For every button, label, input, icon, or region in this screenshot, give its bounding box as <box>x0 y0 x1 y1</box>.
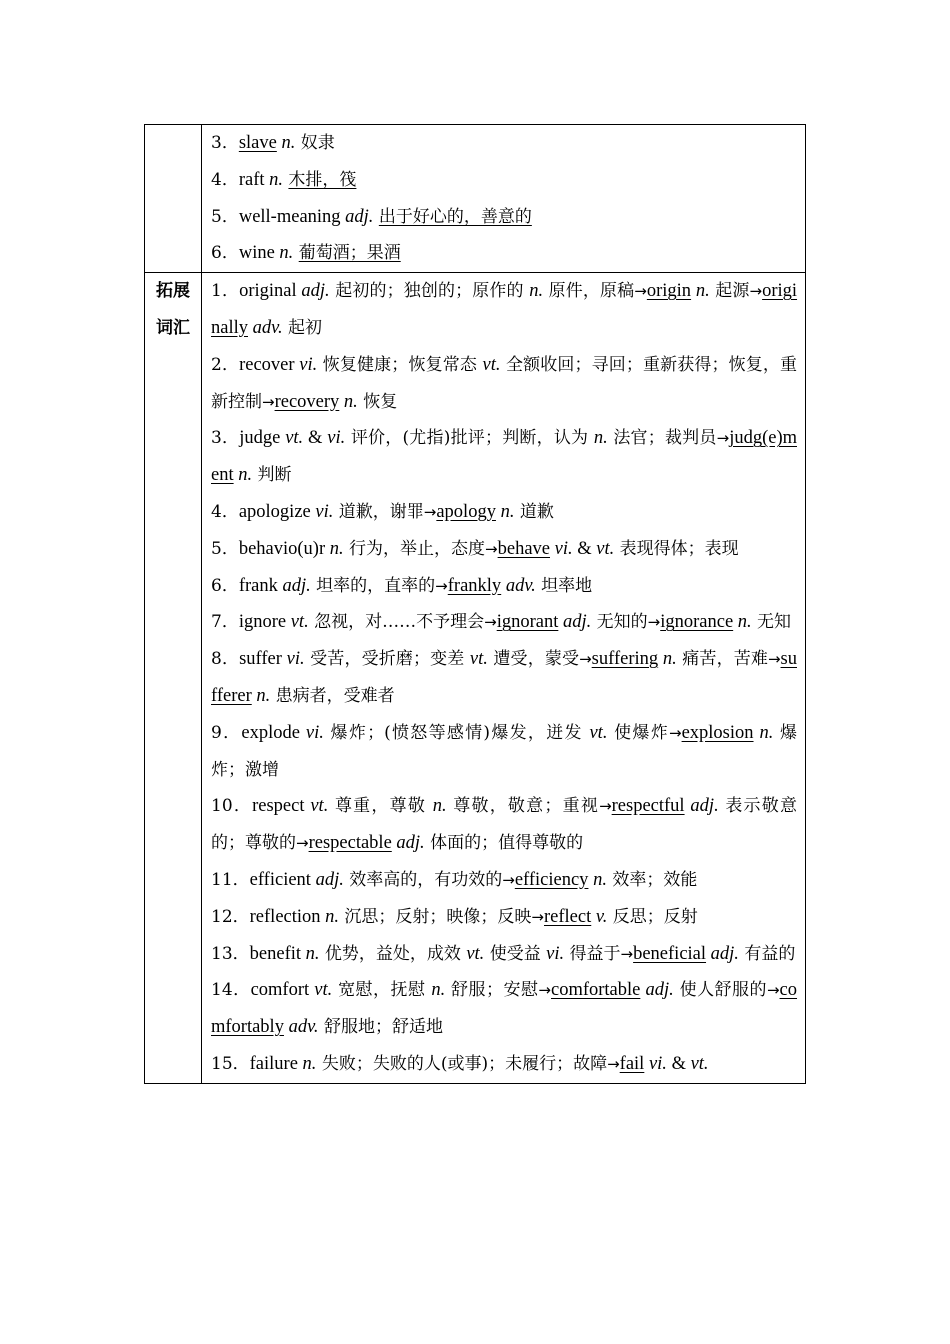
part-of-speech: adv. <box>248 317 283 338</box>
vocab-entry <box>211 162 797 199</box>
answer-word: comfortably <box>211 980 798 1038</box>
part-of-speech: adj. <box>277 575 311 596</box>
answer-word: efficiency <box>514 869 589 890</box>
headword: behavio(u)r <box>238 538 326 559</box>
entry-list <box>211 273 797 1083</box>
part-of-speech: adj. <box>340 206 374 227</box>
meaning-text: 判断 <box>252 465 292 486</box>
headword: failure <box>249 1053 298 1074</box>
meaning-text: 3． <box>211 428 240 449</box>
answer-word: slave <box>238 133 277 153</box>
section-label-expand-vocabulary: 拓展 词汇 <box>156 281 190 338</box>
meaning-text: 6． <box>211 575 239 596</box>
part-of-speech: n. <box>274 243 294 264</box>
vocab-entry <box>211 235 797 272</box>
vocab-entry <box>211 788 797 862</box>
answer-word: beneficial <box>633 943 707 964</box>
meaning-text: 起初 <box>282 317 322 338</box>
meaning-text: 使受益 <box>484 943 547 964</box>
part-of-speech: adj. <box>310 869 344 890</box>
vocab-entry <box>211 273 797 347</box>
part-of-speech: n. <box>658 649 677 670</box>
part-of-speech: v. <box>591 906 608 927</box>
meaning-text: 恢复 <box>357 391 398 412</box>
meaning-text: 14． <box>211 980 251 1001</box>
headword: & <box>572 538 597 559</box>
vocab-entry <box>211 531 797 568</box>
meaning-text: 使爆炸 <box>607 722 669 743</box>
part-of-speech: vt. <box>309 980 333 1001</box>
vocab-entry <box>211 862 797 899</box>
answer-meaning: 木排，筏 <box>288 169 357 190</box>
meaning-text: 13． <box>211 943 250 964</box>
section-label-cell <box>145 273 202 1084</box>
meaning-text: 舒服地；舒适地 <box>318 1017 443 1038</box>
headword: frank <box>238 575 278 596</box>
vocab-entry <box>211 494 797 531</box>
derivation-arrow-icon: → <box>502 870 515 889</box>
meaning-text: 评价，(尤指)批评；判断，认为 <box>345 428 594 449</box>
meaning-text: 体面的；值得尊敬的 <box>424 833 584 854</box>
headword: raft <box>238 169 265 190</box>
answer-meaning: 出于好心的，善意的 <box>378 206 532 227</box>
part-of-speech: n. <box>276 133 296 153</box>
answer-word: recovery <box>274 391 340 412</box>
meaning-text: 沉思；反射；映像；反映 <box>339 906 532 927</box>
derivation-arrow-icon: → <box>538 981 551 1000</box>
meaning-text: 3． <box>211 133 239 153</box>
part-of-speech: n. <box>320 906 340 927</box>
vocab-entry <box>211 568 797 605</box>
meaning-text: 1． <box>211 281 240 302</box>
answer-word: judg(e)ment <box>211 428 797 486</box>
meaning-text: 4． <box>211 501 239 522</box>
meaning-text: 10． <box>211 796 253 817</box>
meaning-text: 爆炸；(愤怒等感情)爆发，迸发 <box>323 722 590 743</box>
meaning-text: 坦率地 <box>535 575 593 596</box>
meaning-text: 行为，举止，态度 <box>343 538 486 559</box>
part-of-speech: vt. <box>304 796 329 817</box>
meaning-text: 5． <box>211 206 239 227</box>
headword: & <box>303 428 328 449</box>
section-label-cell <box>145 125 202 273</box>
meaning-text: 恢复健康；恢复常态 <box>317 354 483 375</box>
meaning-text: 5． <box>211 538 239 559</box>
meaning-text: 使人舒服的 <box>673 980 767 1001</box>
headword: wine <box>238 243 275 264</box>
derivation-arrow-icon: → <box>620 944 634 963</box>
part-of-speech: vt. <box>589 722 608 743</box>
part-of-speech: vt. <box>482 354 501 375</box>
meaning-text: 有益的 <box>738 943 796 964</box>
table-row <box>145 125 806 273</box>
entry-list <box>211 125 797 272</box>
part-of-speech: n. <box>264 169 284 190</box>
answer-word: reflect <box>544 906 592 927</box>
part-of-speech: n. <box>339 391 358 412</box>
answer-word: behave <box>497 538 550 559</box>
answer-word: suffering <box>591 649 659 670</box>
headword: benefit <box>249 943 302 964</box>
part-of-speech: vi. <box>550 538 573 559</box>
part-of-speech: n. <box>251 685 271 706</box>
meaning-text: 坦率的，直率的 <box>310 575 436 596</box>
meaning-text: 7． <box>211 612 239 633</box>
headword: & <box>666 1053 691 1074</box>
headword: comfort <box>250 980 310 1001</box>
meaning-text: 尊敬，敬意；重视 <box>446 796 600 817</box>
meaning-text: 4． <box>211 169 239 190</box>
derivation-arrow-icon: → <box>607 1054 620 1073</box>
entries-cell <box>202 125 806 273</box>
part-of-speech: vt. <box>469 649 488 670</box>
part-of-speech: adj. <box>296 281 330 302</box>
headword: recover <box>239 354 295 375</box>
part-of-speech: n. <box>495 501 515 522</box>
vocabulary-table <box>144 124 806 1084</box>
answer-meaning: 葡萄酒；果酒 <box>298 243 401 264</box>
meaning-text: 15． <box>211 1053 250 1074</box>
vocab-entry <box>211 899 797 936</box>
meaning-text: 忽视，对……不予理会 <box>308 612 485 633</box>
meaning-text: 痛苦，苦难 <box>676 649 768 670</box>
meaning-text: 2． <box>211 354 240 375</box>
part-of-speech: vi. <box>281 649 305 670</box>
part-of-speech: adj. <box>706 943 739 964</box>
meaning-text: 得益于 <box>564 943 621 964</box>
answer-word: respectable <box>308 833 392 854</box>
meaning-text: 反思；反射 <box>607 906 698 927</box>
derivation-arrow-icon: → <box>766 981 780 1000</box>
part-of-speech: vi. <box>294 354 318 375</box>
meaning-text: 6． <box>211 243 239 264</box>
derivation-arrow-icon: → <box>485 539 498 558</box>
derivation-arrow-icon: → <box>296 834 309 853</box>
meaning-text: 受苦，受折磨；变差 <box>304 649 470 670</box>
table-row <box>145 273 806 1084</box>
part-of-speech: vi. <box>644 1053 667 1074</box>
answer-word: sufferer <box>211 649 797 706</box>
vocab-entry <box>211 715 797 789</box>
meaning-text: 效率；效能 <box>606 869 698 890</box>
derivation-arrow-icon: → <box>599 797 612 816</box>
meaning-text: 道歉，谢罪 <box>333 501 424 522</box>
part-of-speech: n. <box>753 722 774 743</box>
part-of-speech: n. <box>593 428 608 449</box>
vocab-entry <box>211 604 797 641</box>
headword: reflection <box>249 906 321 927</box>
part-of-speech: n. <box>233 465 253 486</box>
part-of-speech: vt. <box>286 612 309 633</box>
headword: original <box>239 281 297 302</box>
meaning-text: 效率高的，有功效的 <box>343 869 503 890</box>
meaning-text: 遭受，蒙受 <box>487 649 580 670</box>
meaning-text: 舒服；安慰 <box>445 980 539 1001</box>
part-of-speech: n. <box>432 796 447 817</box>
part-of-speech: vt. <box>466 943 485 964</box>
headword: explode <box>241 722 300 743</box>
part-of-speech: vi. <box>327 428 346 449</box>
derivation-arrow-icon: → <box>435 576 448 595</box>
part-of-speech: vt. <box>596 538 615 559</box>
entries-cell <box>202 273 806 1084</box>
derivation-arrow-icon: → <box>647 613 661 632</box>
meaning-text: 法官；裁判员 <box>607 428 717 449</box>
headword: apologize <box>238 501 311 522</box>
derivation-arrow-icon: → <box>484 613 497 632</box>
answer-word: comfortable <box>551 980 641 1001</box>
derivation-arrow-icon: → <box>669 723 682 742</box>
derivation-arrow-icon: → <box>423 502 437 521</box>
derivation-arrow-icon: → <box>531 907 544 926</box>
meaning-text: 起源 <box>709 281 750 302</box>
part-of-speech: adj. <box>684 796 719 817</box>
meaning-text: 表现得体；表现 <box>614 538 739 559</box>
answer-word: explosion <box>681 722 754 743</box>
vocab-entry <box>211 641 797 715</box>
vocab-entry <box>211 972 797 1046</box>
part-of-speech: n. <box>691 281 710 302</box>
meaning-text: 11． <box>211 869 250 890</box>
part-of-speech: n. <box>529 281 544 302</box>
meaning-text: 失败；失败的人(或事)；未履行；故障 <box>316 1053 608 1074</box>
vocab-entry <box>211 347 797 421</box>
meaning-text: 宽慰，抚慰 <box>332 980 432 1001</box>
answer-word: fail <box>619 1053 645 1074</box>
meaning-text: 尊重，尊敬 <box>328 796 433 817</box>
vocab-entry <box>211 199 797 236</box>
derivation-arrow-icon: → <box>579 650 592 669</box>
meaning-text: 全额收回；寻回；重新获得；恢复，重新控制 <box>211 354 798 412</box>
part-of-speech: vt. <box>280 428 304 449</box>
headword: judge <box>239 428 281 449</box>
meaning-text: 优势，益处，成效 <box>319 943 467 964</box>
part-of-speech: adj. <box>558 612 592 633</box>
answer-word: respectful <box>611 796 685 817</box>
derivation-arrow-icon: → <box>767 650 781 669</box>
meaning-text: 无知 <box>751 612 792 633</box>
part-of-speech: adv. <box>283 1017 319 1038</box>
part-of-speech: adv. <box>501 575 536 596</box>
vocab-entry <box>211 936 797 973</box>
part-of-speech: adj. <box>391 833 425 854</box>
part-of-speech: n. <box>431 980 446 1001</box>
headword: respect <box>252 796 305 817</box>
vocab-entry <box>211 125 797 162</box>
part-of-speech: vi. <box>310 501 334 522</box>
headword: efficient <box>249 869 311 890</box>
meaning-text: 无知的 <box>591 612 648 633</box>
derivation-arrow-icon: → <box>716 429 730 448</box>
meaning-text: 道歉 <box>514 501 554 522</box>
derivation-arrow-icon: → <box>262 392 275 411</box>
meaning-text: 患病者，受难者 <box>270 685 395 706</box>
meaning-text: 起初的；独创的；原作的 <box>329 281 530 302</box>
part-of-speech: n. <box>297 1053 317 1074</box>
derivation-arrow-icon: → <box>634 282 647 301</box>
part-of-speech: n. <box>588 869 607 890</box>
answer-word: apology <box>436 501 496 522</box>
answer-word: origin <box>646 281 692 302</box>
meaning-text: 爆炸；激增 <box>211 722 798 780</box>
headword: well-meaning <box>238 206 341 227</box>
answer-word: ignorant <box>496 612 559 633</box>
answer-word: ignorance <box>660 612 734 633</box>
meaning-text: 9． <box>211 722 242 743</box>
part-of-speech: n. <box>301 943 320 964</box>
headword: suffer <box>239 649 282 670</box>
meaning-text: 表示敬意的；尊敬的 <box>211 796 798 854</box>
derivation-arrow-icon: → <box>749 282 763 301</box>
meaning-text: 12． <box>211 906 250 927</box>
meaning-text: 8． <box>211 649 240 670</box>
vocab-entry <box>211 420 797 494</box>
meaning-text: 原件，原稿 <box>543 281 635 302</box>
part-of-speech: vi. <box>546 943 565 964</box>
part-of-speech: n. <box>733 612 752 633</box>
vocab-entry <box>211 1046 797 1083</box>
part-of-speech: vt. <box>690 1053 709 1074</box>
meaning-text: 奴隶 <box>295 133 335 153</box>
part-of-speech: n. <box>325 538 344 559</box>
answer-word: originally <box>211 281 798 338</box>
part-of-speech: vi. <box>299 722 324 743</box>
answer-word: frankly <box>447 575 502 596</box>
headword: ignore <box>238 612 287 633</box>
part-of-speech: adj. <box>640 980 674 1001</box>
